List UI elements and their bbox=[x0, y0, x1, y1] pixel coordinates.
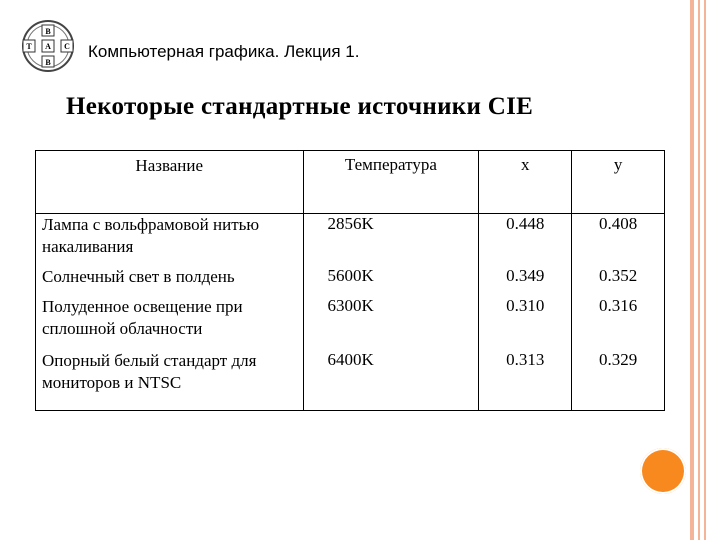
table-row bbox=[36, 266, 665, 296]
university-logo bbox=[14, 18, 82, 74]
cell-name: Лампа с вольфрамовой нитью накаливания bbox=[36, 214, 304, 267]
cie-illuminants-table bbox=[35, 150, 665, 411]
cell-x: 0.448 bbox=[479, 214, 572, 267]
logo-letter: А bbox=[45, 42, 51, 51]
column-header-y: y bbox=[572, 151, 665, 214]
table-row bbox=[36, 296, 665, 350]
cell-temperature: 6300K bbox=[303, 296, 479, 350]
course-header: Компьютерная графика. Лекция 1. bbox=[88, 42, 360, 61]
cell-name: Опорный белый стандарт для мониторов и NTSC bbox=[36, 350, 304, 411]
decorative-frame-line bbox=[690, 0, 694, 540]
cell-temperature: 2856K bbox=[303, 214, 479, 267]
logo-letter: С bbox=[64, 42, 70, 51]
cell-y: 0.352 bbox=[572, 266, 665, 296]
cell-x: 0.349 bbox=[479, 266, 572, 296]
cell-y: 0.408 bbox=[572, 214, 665, 267]
table-header-row bbox=[36, 151, 665, 214]
cell-temperature: 5600K bbox=[303, 266, 479, 296]
column-header-name: Название bbox=[36, 151, 304, 214]
slide-title: Некоторые стандартные источники CIE bbox=[66, 93, 534, 120]
cell-name: Полуденное освещение при сплошной облачности bbox=[36, 296, 304, 350]
cell-x: 0.313 bbox=[479, 350, 572, 411]
cell-y: 0.329 bbox=[572, 350, 665, 411]
cell-x: 0.310 bbox=[479, 296, 572, 350]
cell-temperature: 6400K bbox=[303, 350, 479, 411]
logo-letter: В bbox=[45, 58, 51, 67]
cell-name: Солнечный свет в полдень bbox=[36, 266, 304, 296]
decorative-orange-circle bbox=[640, 448, 686, 494]
decorative-frame-line bbox=[704, 0, 706, 540]
column-header-x: x bbox=[479, 151, 572, 214]
table-row bbox=[36, 214, 665, 267]
logo-letter: Т bbox=[26, 42, 32, 51]
column-header-temperature: Температура bbox=[303, 151, 479, 214]
table-row bbox=[36, 350, 665, 411]
logo-letter: В bbox=[45, 27, 51, 36]
decorative-frame-line bbox=[698, 0, 700, 540]
cell-y: 0.316 bbox=[572, 296, 665, 350]
